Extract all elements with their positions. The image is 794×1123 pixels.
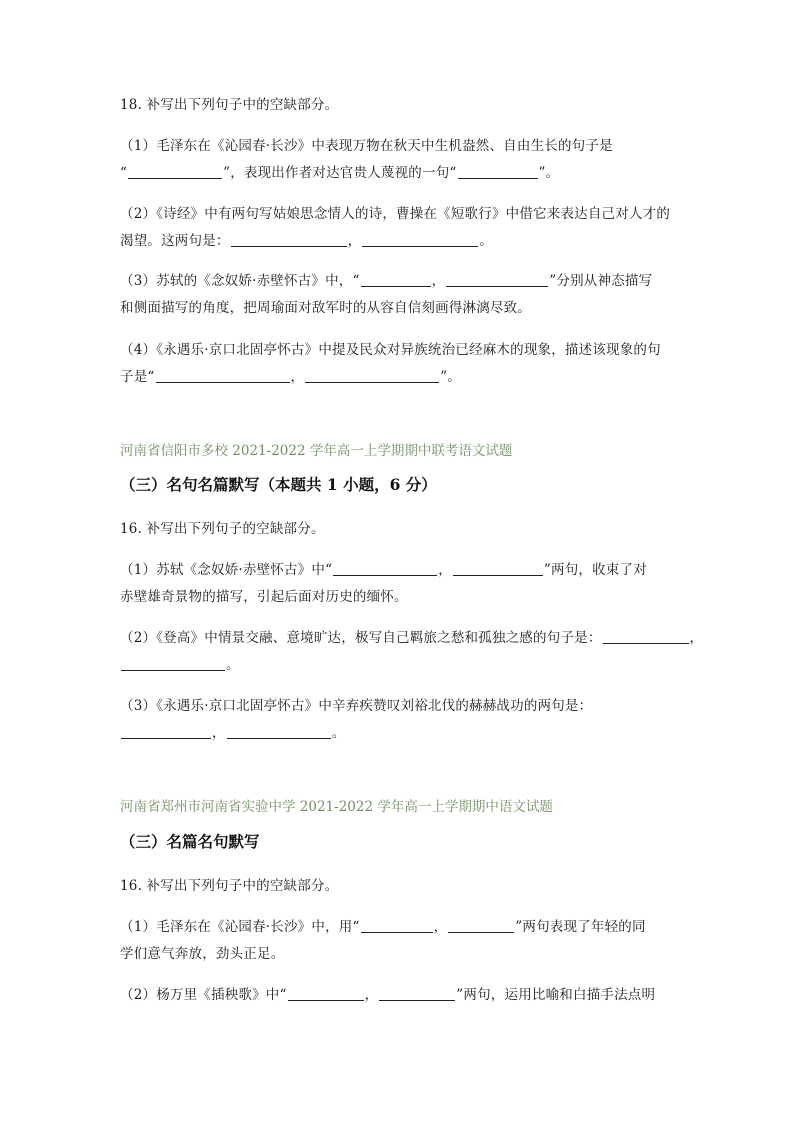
text-fragment: ”两句表现了年轻的同 (515, 919, 646, 935)
text-fragment: ， (347, 233, 362, 249)
q18-2-line2 (120, 231, 690, 251)
source-label: 河南省信阳市多校 2021-2022 学年高一上学期期中联考语文试题 (120, 443, 513, 459)
q18-3-line2: 和侧面描写的角度，把周瑜面对敌军时的从容自信刻画得淋漓尽致。 (120, 300, 531, 316)
answer-blank[interactable] (379, 986, 455, 1001)
q16b-2-line1 (120, 985, 690, 1005)
answer-blank[interactable] (446, 272, 548, 287)
question-18-title: 18. 补写出下列句子中的空缺部分。 (120, 97, 339, 113)
text-fragment: 。 (331, 725, 346, 741)
text-fragment: 渴望。这两句是： (120, 233, 230, 249)
q18-4-line1: （4）《永遇乐·京口北固亭怀古》中提及民众对异族统治已经麻木的现象，描述该现象的句 (120, 342, 661, 358)
answer-blank[interactable] (305, 368, 439, 383)
q18-3-line1 (120, 271, 690, 291)
text-fragment: ， (290, 369, 305, 385)
answer-blank[interactable] (231, 232, 347, 247)
answer-blank[interactable] (361, 918, 433, 933)
q16-1-line2: 赤壁雄奇景物的描写，引起后面对历史的缅怀。 (120, 589, 408, 605)
q16-3-line2 (120, 723, 690, 743)
text-fragment: 子是“ (120, 369, 155, 385)
text-fragment: ， (433, 919, 448, 935)
text-fragment: （3）苏轼的《念奴娇·赤壁怀古》中，“ (120, 273, 360, 289)
answer-blank[interactable] (448, 918, 514, 933)
text-fragment: ”，表现出作者对达官贵人蔑视的一句“ (223, 165, 457, 181)
answer-blank[interactable] (288, 986, 364, 1001)
text-fragment: （1）毛泽东在《沁园春·长沙》中，用“ (120, 919, 360, 935)
section-heading: （三）名篇名句默写 (120, 832, 260, 851)
answer-blank[interactable] (361, 272, 431, 287)
question-16-title: 16. 补写出下列句子中的空缺部分。 (120, 878, 339, 894)
text-fragment: “ (120, 165, 128, 181)
text-fragment: ， (689, 630, 704, 646)
text-fragment: （1）苏轼《念奴娇·赤壁怀古》中“ (120, 562, 333, 578)
text-fragment: ”两句，运用比喻和白描手法点明 (456, 987, 656, 1003)
answer-blank[interactable] (156, 368, 290, 383)
text-fragment: （2）《登高》中情景交融、意境旷达，极写自己羁旅之愁和孤独之感的句子是： (120, 630, 602, 646)
q16-2-line1 (120, 628, 704, 648)
text-fragment: ， (212, 725, 226, 741)
text-fragment: 。 (226, 657, 240, 673)
q18-2-line1: （2）《诗经》中有两句写姑娘思念情人的诗，曹操在《短歌行》中借它来表达自己对人才的 (120, 206, 671, 222)
answer-blank[interactable] (362, 232, 478, 247)
q16-3-line1: （3）《永遇乐·京口北固亭怀古》中辛弃疾赞叹刘裕北伐的赫赫战功的两句是： (120, 698, 593, 714)
q18-1-line1: （1）毛泽东在《沁园春·长沙》中表现万物在秋天中生机盎然、自由生长的句子是 (120, 138, 613, 154)
answer-blank[interactable] (458, 164, 538, 179)
answer-blank[interactable] (333, 561, 437, 576)
answer-blank[interactable] (227, 724, 331, 739)
text-fragment: ， (364, 987, 379, 1003)
text-fragment: ， (438, 562, 452, 578)
answer-blank[interactable] (128, 164, 222, 179)
text-fragment: 。 (479, 233, 494, 249)
text-fragment: ”。 (440, 369, 462, 385)
q18-1-line2 (120, 163, 690, 183)
q16-1-line1 (120, 560, 690, 580)
text-fragment: ”。 (538, 165, 560, 181)
text-fragment: ”两句，收束了对 (543, 562, 647, 578)
answer-blank[interactable] (453, 561, 543, 576)
source-label: 河南省郑州市河南省实验中学 2021-2022 学年高一上学期期中语文试题 (120, 799, 553, 815)
q16b-1-line1 (120, 917, 690, 937)
text-fragment: ， (431, 273, 446, 289)
answer-blank[interactable] (121, 656, 225, 671)
q16b-1-line2: 学们意气奔放，劲头正足。 (120, 946, 285, 962)
section-heading: （三）名句名篇默写（本题共 1 小题，6 分） (120, 475, 437, 494)
text-fragment: （2）杨万里《插秧歌》中“ (120, 987, 287, 1003)
question-16-title: 16. 补写出下列句子的空缺部分。 (120, 521, 325, 537)
answer-blank[interactable] (603, 629, 689, 644)
answer-blank[interactable] (121, 724, 211, 739)
q16-2-line2 (120, 655, 690, 675)
q18-4-line2 (120, 367, 690, 387)
text-fragment: ”分别从神态描写 (549, 273, 653, 289)
